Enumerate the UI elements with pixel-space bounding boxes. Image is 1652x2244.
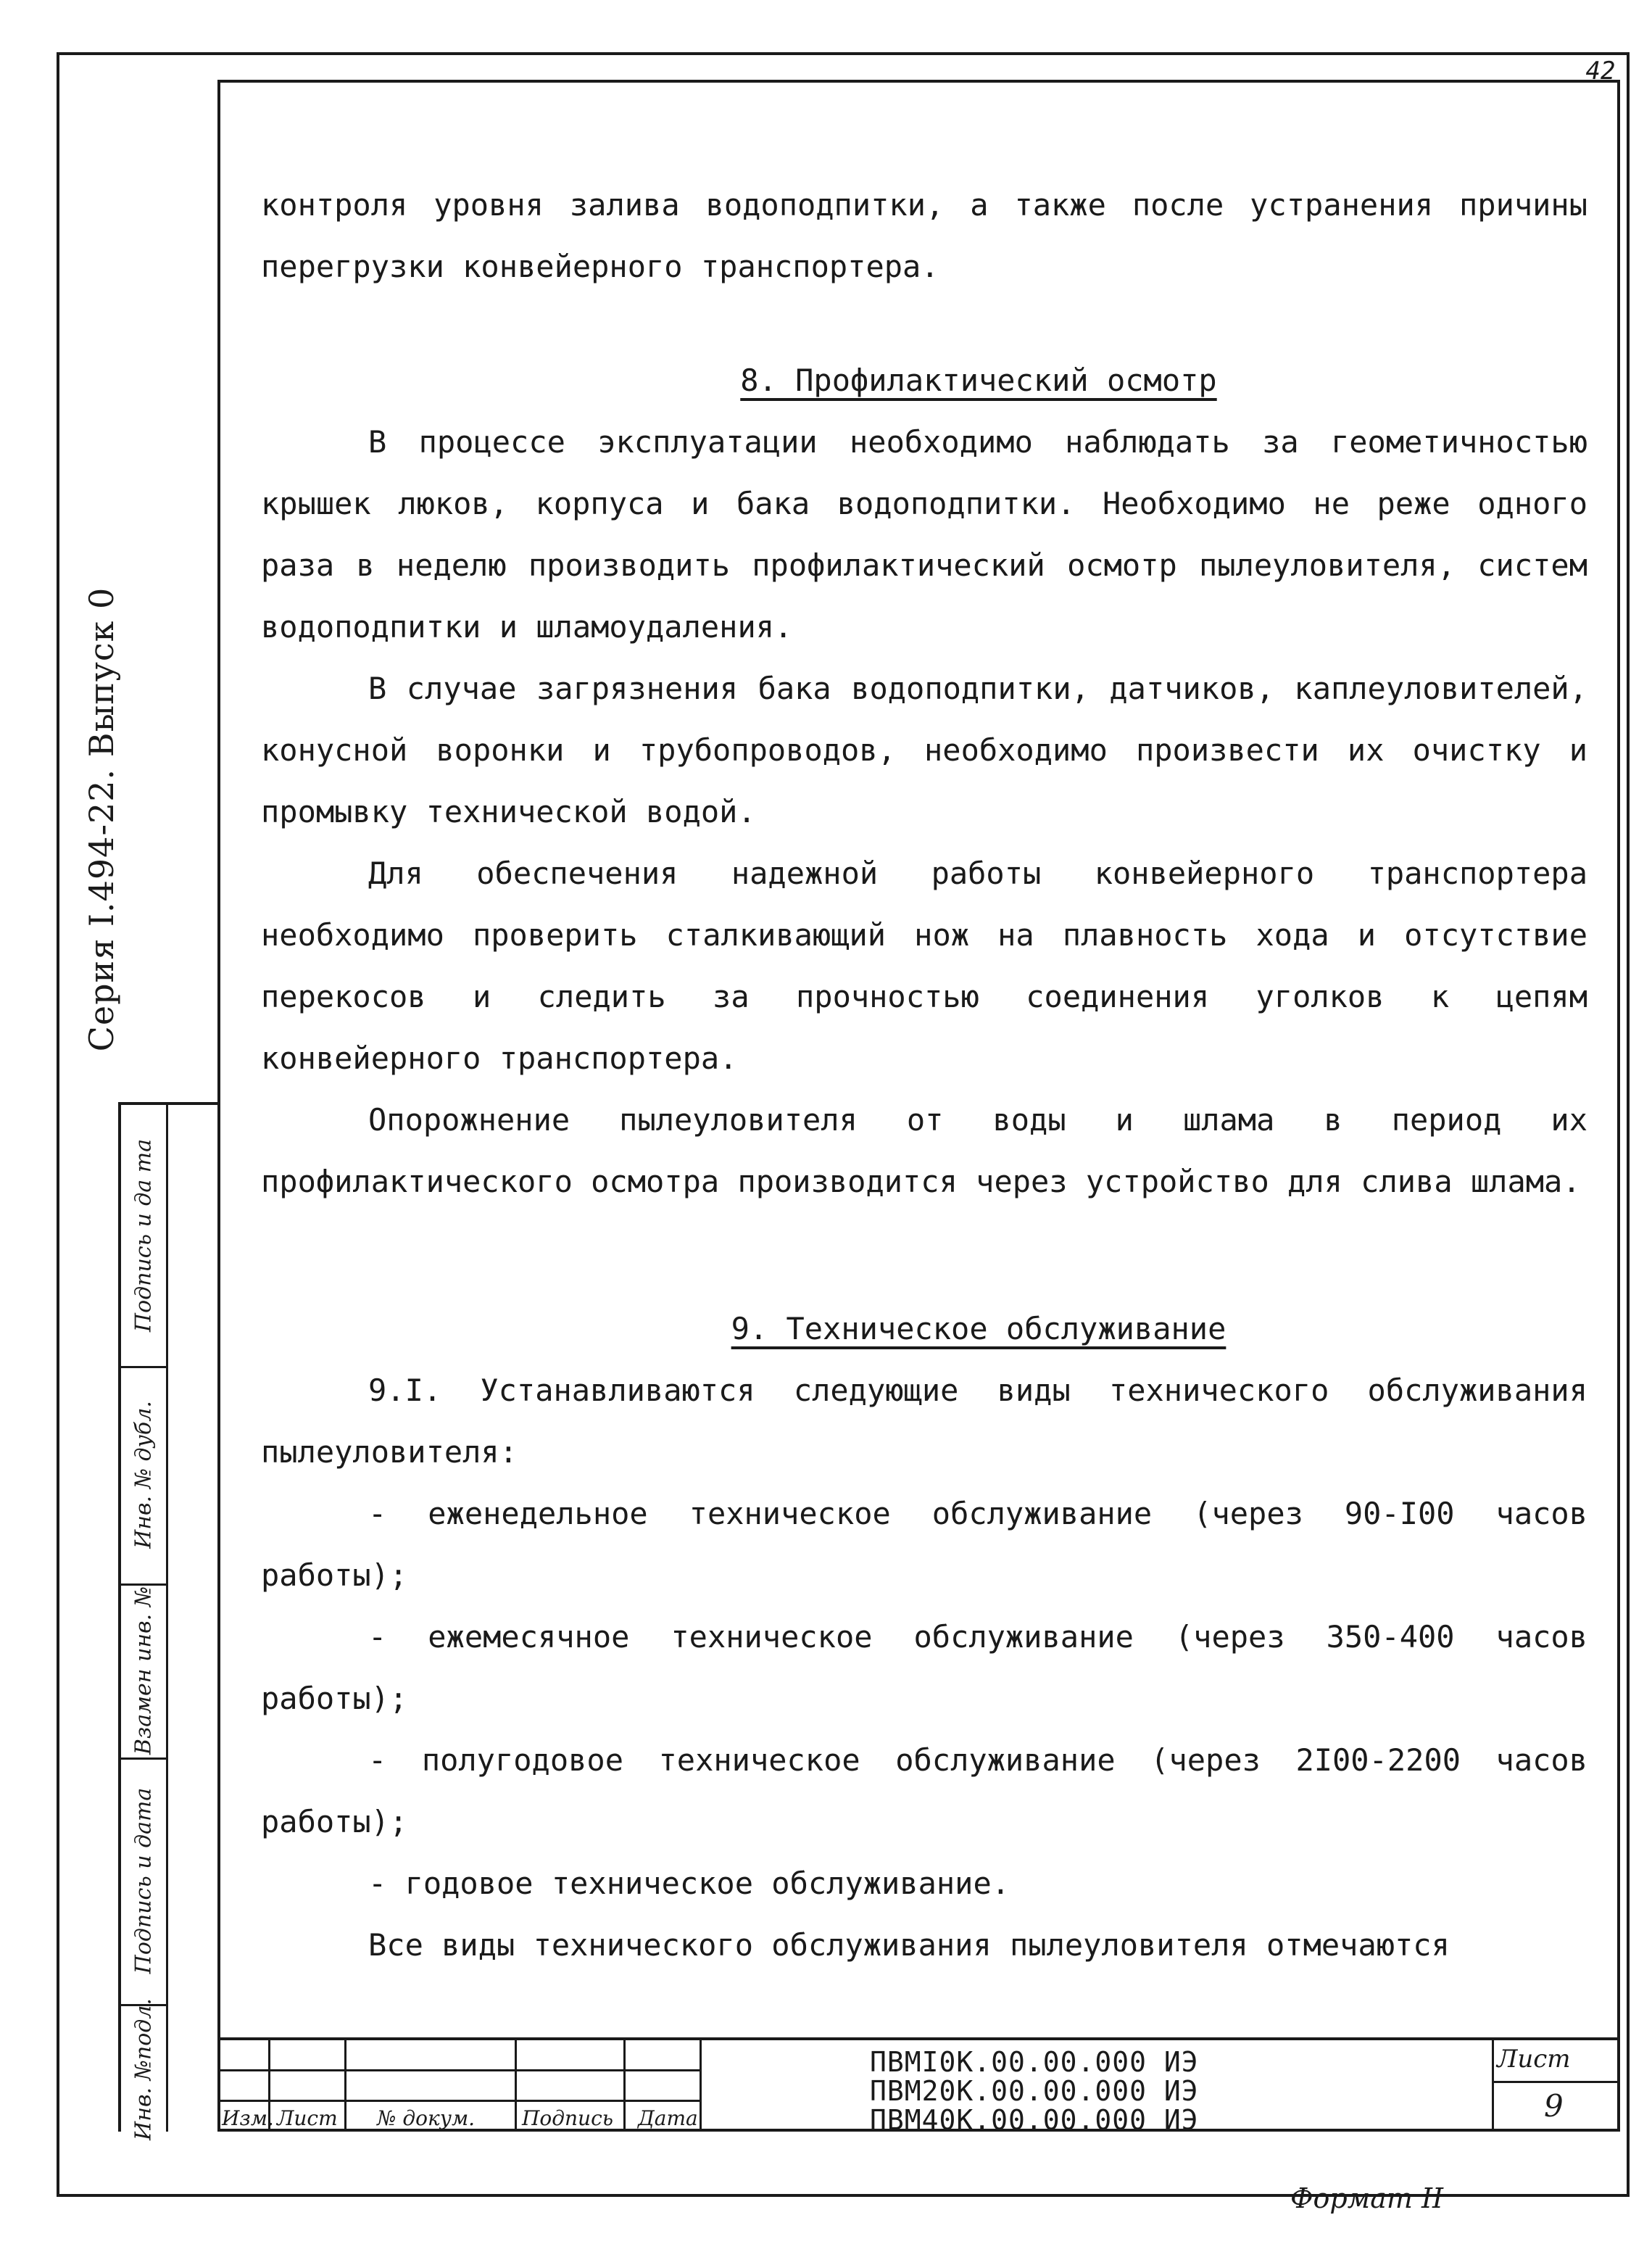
title-block-label-podpis: Подпись (522, 2106, 614, 2130)
side-series-text: Серия I.494-22. Выпуск 0 (82, 587, 121, 1052)
title-block-col-line (344, 2040, 346, 2132)
title-block-col-line (515, 2040, 517, 2132)
sheet-box-divider (1492, 2081, 1620, 2083)
title-block-label-dokum: № докум. (377, 2106, 476, 2130)
side-label-podpis-data: Подпись и дата (130, 1787, 157, 1974)
side-stamp-row-line (121, 1366, 166, 1368)
title-block-col-line (700, 2040, 702, 2132)
section-9-title: 9. Техническое обслуживание (731, 1311, 1226, 1346)
side-stamp-divider (166, 1105, 168, 2132)
side-stamp (118, 1102, 217, 2140)
document-body (261, 174, 1587, 1976)
section-9-list-item: - полугодовое техническое обслуживание (через 2I00-2200 часов работы); (261, 1742, 1587, 1839)
section-9-list-item: - еженедельное техническое обслуживание (через 90-I00 часов работы); (261, 1496, 1587, 1593)
side-label-podpis-data-top: Подпись и да та (130, 1138, 157, 1333)
section-8-paragraph: В случае загрязнения бака водоподпитки, датчиков, каплеуловителей, конусной воронки и трубопроводов, необходимо произвести их очистку и промывку технической водой. (261, 671, 1587, 829)
section-8-heading (261, 349, 1587, 411)
title-block-label-list: Лист (277, 2106, 338, 2130)
document-code: ПВМ20К.00.00.000 ИЭ (870, 2075, 1199, 2107)
title-block-label-izm: Изм. (222, 2106, 274, 2130)
title-block-row-line (217, 2069, 700, 2071)
side-stamp-row-line (121, 1583, 166, 1586)
paragraph-continued: контроля уровня залива водоподпитки, а также после устранения причины перегрузки конвейерного транспортера. (261, 187, 1587, 284)
document-code: ПВМ40К.00.00.000 ИЭ (870, 2104, 1199, 2136)
section-8-paragraph: В процессе эксплуатации необходимо наблюдать за геометичностью крышек люков, корпуса и бака водоподпитки. Необходимо не реже одного раза в неделю производить профилактический осмотр пылеуловителя, систем водоподпитки и шламоудаления. (261, 424, 1587, 645)
format-label: Формат II (1290, 2182, 1444, 2214)
side-stamp-row-line (121, 1757, 166, 1760)
section-8-paragraph: Опорожнение пылеуловителя от воды и шлама в период их профилактического осмотра производится через устройство для слива шлама. (261, 1102, 1587, 1199)
side-label-inv-podl: Инв. №подл. (130, 1998, 157, 2140)
section-9-intro: 9.I. Устанавливаются следующие виды технического обслуживания пылеуловителя: (261, 1373, 1587, 1470)
title-block-row-line (217, 2100, 700, 2102)
side-label-inv-dubl: Инв. № дубл. (130, 1401, 157, 1549)
section-8-title: 8. Профилактический осмотр (740, 363, 1217, 398)
section-9-list-item: - годовое техническое обслуживание. (368, 1866, 1010, 1901)
section-9-heading (261, 1298, 1587, 1359)
title-block-label-data: Дата (638, 2106, 698, 2130)
title-block-col-line (623, 2040, 626, 2132)
document-code: ПВМI0К.00.00.000 ИЭ (870, 2046, 1199, 2078)
document-codes (870, 2048, 1199, 2135)
section-8-paragraph: Для обеспечения надежной работы конвейерного транспортера необходимо проверить сталкивающий нож на плавность хода и отсутствие перекосов и следить за прочностью соединения уголков к цепям конвейерного транспортера. (261, 856, 1587, 1076)
section-9-list-item: - ежемесячное техническое обслуживание (через 350-400 часов работы); (261, 1619, 1587, 1716)
sheet-corner-mark: 42 (1585, 57, 1616, 86)
sheet-label: Лист (1497, 2045, 1571, 2074)
title-block (217, 2037, 1620, 2136)
title-block-col-line (1492, 2040, 1494, 2132)
sheet-number: 9 (1544, 2088, 1564, 2124)
section-9-last-line: Все виды технического обслуживания пылеуловителя отмечаются (368, 1927, 1450, 1963)
side-label-vzamen-inv: Взамен инв. № (130, 1586, 157, 1755)
